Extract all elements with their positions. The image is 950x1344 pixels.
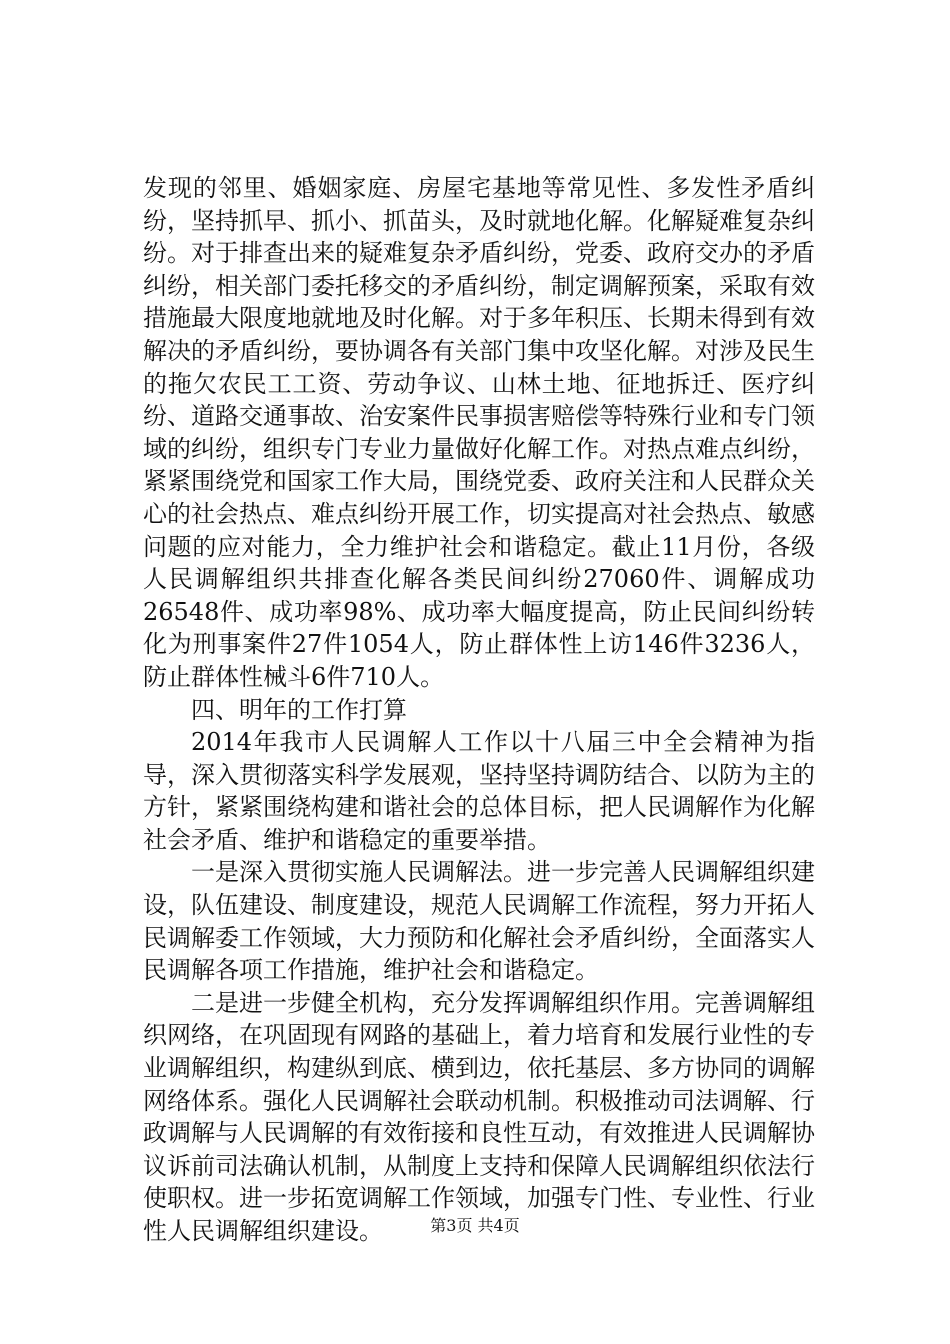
paragraph-overview: 2014年我市人民调解人工作以十八届三中全会精神为指导，深入贯彻落实科学发展观，坚持坚持调防结合、以防为主的方针，紧紧围绕构建和谐社会的总体目标，把人民调解作为化解社会矛盾、维护和谐稳定的重要举措。 [143,728,815,854]
paragraph-item-one: 一是深入贯彻实施人民调解法。进一步完善人民调解组织建设，队伍建设、制度建设，规范人民调解工作流程，努力开拓人民调解委工作领域，大力预防和化解社会矛盾纠纷，全面落实人民调解各项工作措施，维护社会和谐稳定。 [143,858,815,985]
page-footer: 第3页 共4页 [430,1216,520,1235]
paragraph-continuation: 发现的邻里、婚姻家庭、房屋宅基地等常见性、多发性矛盾纠纷，坚持抓早、抓小、抓苗头，及时就地化解。化解疑难复杂纠纷。对于排查出来的疑难复杂矛盾纠纷，党委、政府交办的矛盾纠纷，相关部门委托移交的矛盾纠纷，制定调解预案，采取有效措施最大限度地就地及时化解。对于多年积压、长期未得到有效解决的矛盾纠纷，要协调各有关部门集中攻坚化解。对涉及民生的拖欠农民工工资、劳动争议、山林土地、征地拆迁、医疗纠纷、道路交通事故、治安案件民事损害赔偿等特殊行业和专门领域的纠纷，组织专门专业力量做好化解工作。对热点难点纠纷，紧紧围绕党和国家工作大局，围绕党委、政府关注和人民群众关心的社会热点、难点纠纷开展工作，切实提高对社会热点、敏感问题的应对能力，全力维护社会和谐稳定。截止11月份，各级人民调解组织共排查化解各类民间纠纷27060件、调解成功26548件、成功率98%、成功率大幅度提高，防止民间纠纷转化为刑事案件27件1054人，防止群体性上访146件3236人，防止群体性械斗6件710人。 [143,174,815,691]
section-heading: 四、明年的工作打算 [191,695,407,724]
document-body [143,172,815,1248]
paragraph-item-two: 二是进一步健全机构，充分发挥调解组织作用。完善调解组织网络，在巩固现有网路的基础上，着力培育和发展行业性的专业调解组织，构建纵到底、横到边，依托基层、多方协同的调解网络体系。强化人民调解社会联动机制。积极推动司法调解、行政调解与人民调解的有效衔接和良性互动，有效推进人民调解协议诉前司法确认机制，从制度上支持和保障人民调解组织依法行使职权。进一步拓宽调解工作领域，加强专门性、专业性、行业性人民调解组织建设。 [143,988,815,1245]
